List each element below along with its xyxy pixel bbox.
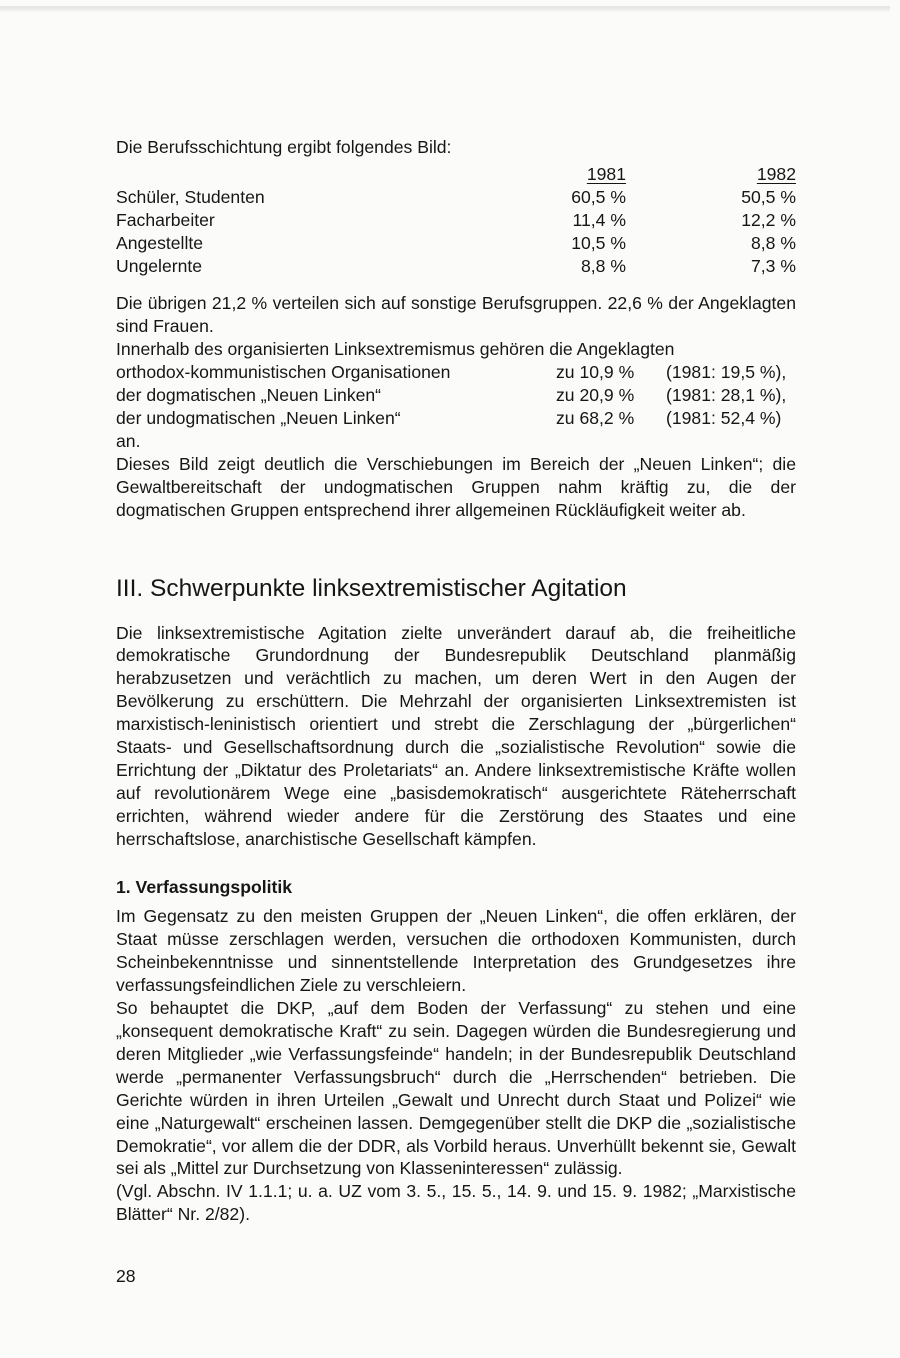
shift-paragraph: Dieses Bild zeigt deutlich die Verschiebungen im Bereich der „Neuen Linken“; die Gewaltbereitschaft der undogmatischen Gruppen nahm kräftig zu, die der dogmatischen Gruppen entsprechend ihrer allgemeinen Rückläufigkeit weiter ab.: [116, 453, 796, 520]
org-previous: (1981: 19,5 %),: [666, 362, 787, 383]
table-header: [116, 163, 796, 186]
value-1981: 11,4 %: [572, 209, 626, 230]
value-1981: 8,8 %: [581, 255, 626, 276]
row-label: Angestellte: [116, 232, 204, 253]
year-1982-header: 1982: [756, 163, 796, 184]
org-row: [116, 361, 796, 384]
value-1982: 12,2 %: [741, 209, 796, 230]
org-share: zu 10,9 %: [556, 362, 635, 383]
org-label: der undogmatischen „Neuen Linken“: [116, 407, 401, 428]
remaining-groups-paragraph: Die übrigen 21,2 % verteilen sich auf sonstige Berufsgruppen. 22,6 % der Angeklagten sind Frauen.: [116, 293, 796, 337]
table-row: [116, 209, 796, 232]
org-label: der dogmatischen „Neuen Linken“: [116, 385, 382, 406]
table-row: [116, 186, 796, 209]
org-row: [116, 407, 796, 430]
document-page: [116, 136, 796, 1226]
reference-paragraph: (Vgl. Abschn. IV 1.1.1; u. a. UZ vom 3. 5., 15. 5., 14. 9. und 15. 9. 1982; „Marxistische Blätter“ Nr. 2/82).: [116, 1181, 796, 1225]
org-label: orthodox-kommunistischen Organisationen: [116, 362, 451, 383]
value-1981: 10,5 %: [571, 232, 626, 253]
table-row: [116, 232, 796, 255]
page-number: 28: [116, 1266, 136, 1286]
org-lead-text: Innerhalb des organisierten Linksextremismus gehören die Angeklagten: [116, 339, 675, 360]
org-previous: (1981: 28,1 %),: [666, 385, 787, 406]
subsection-paragraph-1: Im Gegensatz zu den meisten Gruppen der „Neuen Linken“, die offen erklären, der Staat müsse zerschlagen werden, versuchen die orthodoxen Kommunisten, durch Scheinbekenntnisse und sinnentstellende Interpretation des Grundgesetzes ihre verfassungsfeindlichen Ziele zu verschleiern.: [116, 906, 796, 996]
subsection-heading: 1. Verfassungspolitik: [116, 876, 292, 897]
value-1982: 8,8 %: [751, 232, 796, 253]
value-1982: 7,3 %: [751, 255, 796, 276]
subsection-paragraph-2: So behauptet die DKP, „auf dem Boden der Verfassung“ zu stehen und eine „konsequent demokratische Kraft“ zu sein. Dagegen würden die Bundesregierung und deren Mitglieder „wie Verfassungsfeinde“ handeln; in der Bundesrepublik Deutschland werde „permanenter Verfassungsbruch“ durch die „Herrschenden“ betrieben. Die Gerichte würden in ihren Urteilen „Gewalt und Unrecht durch Staat und Polizei“ wie eine „Naturgewalt“ erscheinen lassen. Demgegenüber stellt die DKP die „sozialistische Demokratie“, vor allem die der DDR, als Vorbild heraus. Unverhüllt bekennt sie, Gewalt sei als „Mittel zur Durchsetzung von Klasseninteressen“ zulässig.: [116, 998, 796, 1179]
org-tail-text: an.: [116, 430, 141, 451]
row-label: Ungelernte: [116, 255, 203, 276]
org-share: zu 20,9 %: [556, 385, 635, 406]
intro-text: Die Berufsschichtung ergibt folgendes Bild:: [116, 137, 452, 157]
org-row: [116, 384, 796, 407]
row-label: Schüler, Studenten: [116, 186, 265, 207]
table-row: [116, 255, 796, 278]
row-label: Facharbeiter: [116, 209, 215, 230]
org-previous: (1981: 52,4 %): [666, 407, 782, 428]
org-share: zu 68,2 %: [556, 407, 635, 428]
value-1982: 50,5 %: [741, 186, 796, 207]
year-1981-header: 1981: [586, 163, 626, 184]
value-1981: 60,5 %: [571, 186, 626, 207]
scan-edge: [0, 6, 890, 12]
section-heading: III. Schwerpunkte linksextremistischer Agitation: [116, 574, 627, 602]
section-paragraph: Die linksextremistische Agitation zielte unverändert darauf ab, die freiheitliche demokratische Grundordnung der Bundesrepublik Deutschland planmäßig herabzusetzen und verächtlich zu machen, um deren Wert in den Augen der Bevölkerung zu erschüttern. Die Mehrzahl der organisierten Linksextremisten ist marxistisch-leninistisch orientiert und strebt die Zerschlagung der „bürgerlichen“ Staats- und Gesellschaftsordnung durch die „sozialistische Revolution“ sowie die Errichtung der „Diktatur des Proletariats“ an. Andere linksextremistische Kräfte wollen auf revolutionärem Wege eine „basisdemokratisch“ ausgerichtete Räteherrschaft errichten, während wieder andere für die Zerstörung des Staates und eine herrschaftslose, anarchistische Gesellschaft kämpfen.: [116, 622, 796, 849]
